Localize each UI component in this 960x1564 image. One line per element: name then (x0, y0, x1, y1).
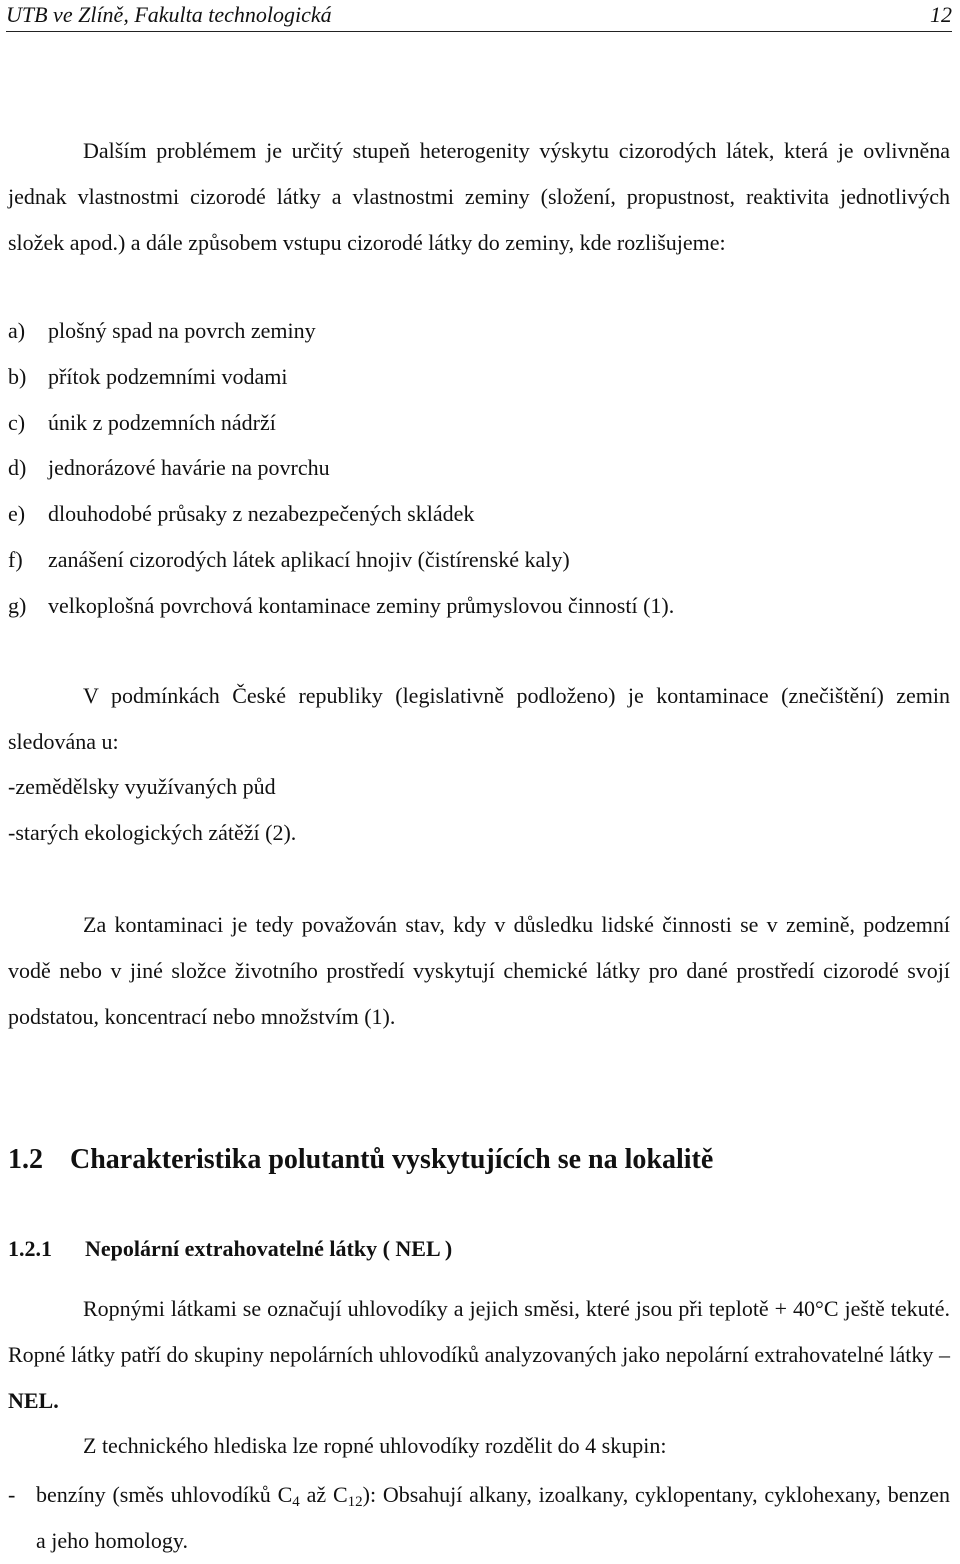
list-marker: g) (8, 593, 27, 618)
list-text: zanášení cizorodých látek aplikací hnojiv (čistírenské kaly) (48, 547, 570, 572)
list-marker: f) (8, 547, 23, 572)
list-marker: d) (8, 455, 27, 480)
subsection-number: 1.2.1 (8, 1236, 52, 1261)
list-marker: a) (8, 318, 26, 343)
page-header (6, 0, 952, 32)
list-marker: e) (8, 501, 26, 526)
bullet-dash: - (8, 1482, 16, 1507)
bullet-body (36, 1472, 950, 1564)
list-text: plošný spad na povrch zeminy (48, 318, 316, 343)
list-item (8, 591, 674, 621)
subscript: 4 (292, 1494, 300, 1510)
nel-abbreviation: NEL. (8, 1388, 59, 1413)
list-item (8, 499, 474, 529)
page-number: 12 (930, 2, 952, 27)
list-text: jednorázové havárie na povrchu (48, 455, 330, 480)
paragraph-petroleum-text: Ropnými látkami se označují uhlovodíky a jejich směsi, které jsou při teplotě + 40°C ještě tekuté. Ropné látky patří do skupiny nepolárních uhlovodíků analyzovaných jako nepolární extrahovatelné látky – (8, 1296, 950, 1367)
subsection-heading (8, 1236, 452, 1262)
section-number: 1.2 (8, 1144, 43, 1175)
list-item (8, 453, 330, 483)
bullet-text: benzíny (směs uhlovodíků C (36, 1482, 293, 1507)
list-item (8, 362, 288, 392)
bullet-gasoline (8, 1472, 950, 1564)
list-marker: c) (8, 410, 26, 435)
subsection-title: Nepolární extrahovatelné látky ( NEL ) (85, 1236, 453, 1261)
bullet-text: ): Obsahují alkany, izoalkany, cyklopentany, cyklohexany, benzen a jeho homology. (36, 1482, 951, 1553)
list-item (8, 316, 316, 346)
monitored-item: -zemědělsky využívaných půd (8, 774, 276, 799)
list-marker: b) (8, 364, 27, 389)
paragraph-czech-conditions: V podmínkách České republiky (legislativně podloženo) je kontaminace (znečištění) zemin sledována u: (8, 683, 950, 754)
list-text: únik z podzemních nádrží (48, 410, 276, 435)
list-text: přítok podzemními vodami (48, 364, 288, 389)
monitored-item: -starých ekologických zátěží (2). (8, 820, 297, 845)
list-item (8, 408, 276, 438)
list-item (8, 545, 570, 575)
paragraph-contamination-definition: Za kontaminaci je tedy považován stav, kdy v důsledku lidské činnosti se v zemině, podzemní vodě nebo v jiné složce životního prostředí vyskytují chemické látky pro dané prostředí cizorodé svojí podstatou, koncentrací nebo množstvím (1). (8, 912, 950, 1029)
paragraph-petroleum (8, 1286, 950, 1424)
list-text: dlouhodobé průsaky z nezabezpečených skládek (48, 501, 475, 526)
subscript: 12 (347, 1494, 363, 1510)
paragraph-groups: Z technického hlediska lze ropné uhlovodíky rozdělit do 4 skupin: (83, 1433, 667, 1458)
section-heading (8, 1144, 713, 1176)
header-title: UTB ve Zlíně, Fakulta technologická (6, 2, 332, 27)
section-title: Charakteristika polutantů vyskytujících se na lokalitě (70, 1144, 714, 1175)
list-text: velkoplošná povrchová kontaminace zeminy průmyslovou činností (1). (48, 593, 675, 618)
paragraph-heterogeneity: Dalším problémem je určitý stupeň heterogenity výskytu cizorodých látek, která je ovlivněna jednak vlastnostmi cizorodé látky a vlastnostmi zeminy (složení, propustnost, reaktivita jednotlivých složek apod.) a dále způsobem vstupu cizorodé látky do zeminy, kde rozlišujeme: (8, 138, 950, 255)
bullet-text: až C (299, 1482, 348, 1507)
